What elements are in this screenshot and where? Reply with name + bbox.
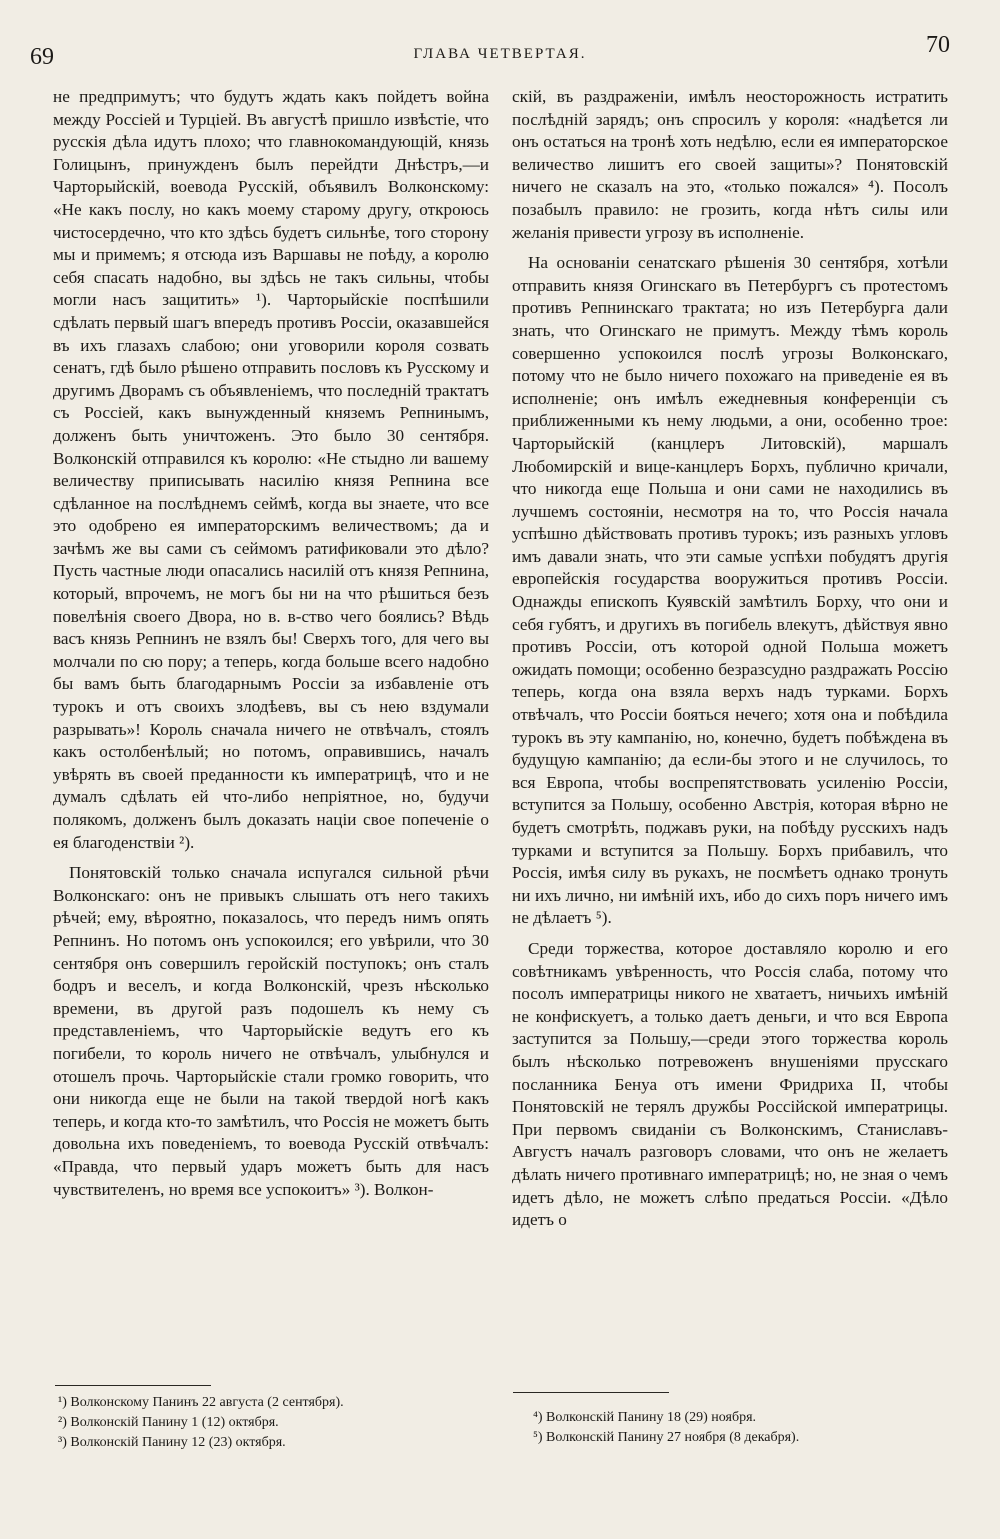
right-paragraph-2: На основанiи сенатскаго рѣшенiя 30 сентября, хотѣли отправить князя Огинскаго въ Петербургъ съ протестомъ противъ Репнинскаго трактата; но изъ Петербурга дали знать, что Огинскаго не примутъ. Между тѣмъ король совершенно успокоился послѣ угрозы Волконскаго, потому что не было ничего похожаго на приведенiе ея въ исполненiе; онъ имѣлъ ежедневныя конференцiи съ приближенными къ нему людьми, а они, особенно трое: Чарторыйскiй (канцлеръ Литовскiй), маршалъ Любомирскiй и вице-канцлеръ Борхъ, публично кричали, что никогда еще Польша и они сами не находились въ лучшемъ состоянiи, несмотря на то, что Россiя начала успѣшно дѣйствовать противъ турокъ; изъ разныхъ угловъ имъ давали знать, что эти самые успѣхи побудятъ другiя европейскiя государства вооружиться противъ Россiи. Однажды епископъ Куявскiй замѣтилъ Борху, что они и себя губятъ, и другихъ въ погибель влекутъ, дѣйствуя явно противъ Россiи, отъ которой одной Польша можетъ ожидать помощи; особенно безразсудно раздражать Россiю теперь, когда она взяла верхъ надъ турками. Борхъ отвѣчалъ, что Россiи бояться нечего; хотя она и побѣдила турокъ въ эту кампанiю, но, конечно, будетъ побѣждена въ будущую кампанiю; да если-бы этого и не случилось, то вся Европа, чтобы воспрепятствовать усиленiю Россiи, вступится за Польшу, особенно Австрiя, которая вѣрно не будетъ смотрѣть, поджавъ руки, на побѣду русскихъ надъ турками и вступится за Польшу. Борхъ прибавилъ, что Россiя, имѣя силу въ рукахъ, не посмѣетъ однако тронуть ни ихъ лично, ни имѣнiй ихъ, ибо до сихъ поръ ничего имъ не дѣлаетъ ⁵).	[512, 253, 948, 928]
page-header	[0, 0, 1000, 80]
page-number-right: 70	[926, 32, 950, 58]
footnote-4: ⁴) Волконскiй Панину 18 (29) ноября.	[533, 1410, 757, 1425]
left-paragraph-2: Понятовскiй только сначала испугался сильной рѣчи Волконскаго: онъ не привыкъ слышать отъ него такихъ рѣчей; ему, вѣроятно, показалось, что передъ нимъ опять Репнинъ. Но потомъ онъ успокоился; его увѣрили, что 30 сентября онъ совершилъ геройскiй поступокъ; онъ сталъ бодръ и веселъ, и когда Волконскiй, чрезъ нѣсколько времени, въ другой разъ подошелъ къ нему съ представленiемъ, что Чарторыйскiе ведутъ его къ погибели, то король ничего не отвѣчалъ, улыбнулся и отошелъ прочь. Чарторыйскiе стали громко говорить, что они никогда еще не были на такой твердой ногѣ какъ теперь, и когда кто-то замѣтилъ, что Россiя не можетъ быть довольна ихъ поведенiемъ, то воевода Русскiй отвѣчалъ: «Правда, что первый ударъ можетъ быть для насъ чувствителенъ, но время все успокоитъ» ³). Волкон-	[53, 863, 489, 1199]
footnotes-right	[533, 1408, 953, 1448]
running-title: ГЛАВА ЧЕТВЕРТАЯ.	[413, 46, 587, 62]
footnote-5: ⁵) Волконскiй Панину 27 ноября (8 декабря).	[533, 1430, 800, 1445]
footnote-divider-left	[55, 1385, 211, 1386]
right-column	[512, 86, 948, 1232]
right-paragraph-3: Среди торжества, которое доставляло королю и его совѣтникамъ увѣренность, что Россiя слаба, потому что посолъ императрицы никого не хватаетъ, ничьихъ имѣнiй не конфискуетъ, а только даетъ деньги, и что вся Европа заступится за Польшу,—среди этого торжества король былъ нѣсколько потревоженъ внушенiями прусскаго посланника Бенуа отъ имени Фридриха II, чтобы Понятовскiй не терялъ дружбы Россiйской императрицы. При первомъ свиданiи съ Волконскимъ, Станиславъ-Августъ началъ разговоръ словами, что онъ не желаетъ дѣлать ничего противнаго императрицѣ; но, не зная о чемъ идетъ дѣло, не можетъ слѣпо предаться Россiи. «Дѣло идетъ о	[512, 938, 948, 1230]
footnote-3: ³) Волконскiй Панину 12 (23) октября.	[58, 1435, 286, 1450]
footnote-divider-right	[513, 1392, 669, 1393]
footnote-1: ¹) Волконскому Панинъ 22 августа (2 сентября).	[58, 1395, 344, 1410]
left-paragraph-1: не предпримутъ; что будутъ ждать какъ пойдетъ война между Россiей и Турцiей. Въ августѣ пришло извѣстiе, что русскiя дѣла идутъ плохо; что главнокомандующiй, князь Голицынъ, принужденъ былъ перейдти Днѣстръ,—и Чарторыйскiй, воевода Русскiй, объявилъ Волконскому: «Не какъ послу, но какъ моему старому другу, откроюсь чистосердечно, что кто здѣсь будетъ сильнѣе, того сторону мы и примемъ; я отсюда изъ Варшавы не поѣду, а королю себя спасать надобно, вы здѣсь не такъ сильны, чтобы могли насъ защитить» ¹). Чарторыйскiе поспѣшили сдѣлать первый шагъ впередъ противъ Россiи, оказавшейся въ ихъ глазахъ слабою; они уговорили короля созвать сенатъ, гдѣ было рѣшено отправить пословъ къ Русскому и другимъ Дворамъ съ объявленiемъ, что последнiй трактатъ съ Россiей, какъ вынужденный княземъ Репнинымъ, долженъ быть уничтоженъ. Это было 30 сентября. Волконскiй отправился къ королю: «Не стыдно ли вашему величеству приписывать насилiю князя Репнина все сдѣланное на послѣднемъ сеймѣ, когда вы знаете, что все это одобрено ея императорскимъ величествомъ; да и зачѣмъ же вы сами съ сеймомъ ратификовали это дѣло? Пусть частные люди опасались насилiй отъ князя Репнина, который, впрочемъ, не могъ бы ни на что рѣшиться безъ повелѣнiя своего Двора, но в. в-ство чего боялись? Вѣдь васъ князь Репнинъ не взялъ бы! Сверхъ того, для чего вы молчали по сю пору; а теперь, когда больше всего надобно бы вамъ быть благодарнымъ Россiи за избавленiе отъ турокъ и отъ своихъ злодѣевъ, вы съ нею вздумали разрывать»! Король сначала ничего не отвѣчалъ, стоялъ какъ остолбенѣлый; но потомъ, оправившись, началъ увѣрять въ своей преданности къ императрицѣ, что и не думалъ сдѣлать ей что-либо непрiятное, но, будучи полякомъ, долженъ былъ доказать нацiи свое попеченiе о ея благоденствiи ²).	[53, 87, 489, 852]
page-number-left: 69	[30, 44, 54, 70]
right-paragraph-1: скiй, въ раздраженiи, имѣлъ неосторожность истратить послѣднiй зарядъ; онъ спросилъ у короля: «надѣется ли онъ остаться на тронѣ хоть недѣлю, если ея императорское величество лишитъ его своей защиты»? Понятовскiй ничего не сказалъ на это, «только пожался» ⁴). Посолъ позабылъ правило: не грозить, когда нѣтъ силы или желанiя привести угрозу въ исполненiе.	[512, 87, 948, 242]
left-column	[53, 86, 489, 1201]
footnote-2: ²) Волконскiй Панину 1 (12) октября.	[58, 1415, 279, 1430]
footnotes-left	[58, 1393, 478, 1453]
